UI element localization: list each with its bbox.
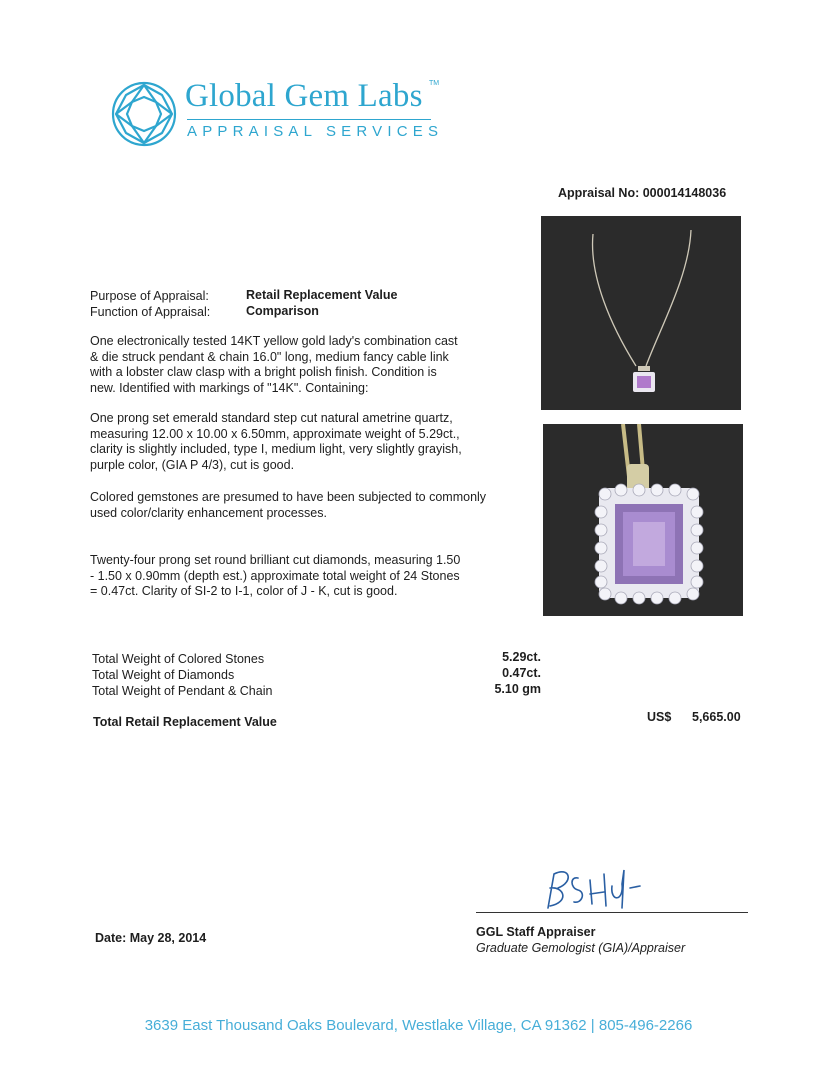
- signature-line: [476, 912, 748, 913]
- appraiser-title: GGL Staff Appraiser: [476, 925, 596, 939]
- appraisal-number: Appraisal No: 000014148036: [558, 186, 727, 200]
- text-line: new. Identified with markings of "14K". Containing:: [90, 380, 369, 395]
- pendant-closeup-photo: [543, 424, 743, 616]
- brand-divider: [187, 119, 431, 120]
- gemstone-description: [90, 411, 462, 473]
- text-line: - 1.50 x 0.90mm (depth est.) approximate total weight of 24 Stones: [90, 568, 460, 583]
- text-line: One electronically tested 14KT yellow gold lady's combination cast: [90, 334, 458, 348]
- item-description: [90, 334, 458, 396]
- total-value-amount: 5,665.00: [692, 710, 741, 724]
- appraiser-credential: Graduate Gemologist (GIA)/Appraiser: [476, 941, 686, 955]
- function-label: Function of Appraisal:: [90, 305, 211, 319]
- trademark: TM: [429, 80, 440, 87]
- brand-subtitle: APPRAISAL SERVICES: [187, 123, 444, 140]
- appraiser-signature: [540, 856, 650, 914]
- text-line: measuring 12.00 x 10.00 x 6.50mm, approximate weight of 5.29ct.,: [90, 426, 460, 441]
- total-value-label: Total Retail Replacement Value: [93, 715, 277, 729]
- total-pendant-value: 5.10 gm: [494, 682, 541, 696]
- text-line: used color/clarity enhancement processes.: [90, 505, 327, 520]
- text-line: = 0.47ct. Clarity of SI-2 to I-1, color of J - K, cut is good.: [90, 584, 398, 598]
- pendant-chain-photo: [541, 216, 741, 410]
- text-line: purple color, (GIA P 4/3), cut is good.: [90, 457, 295, 472]
- text-line: Twenty-four prong set round brilliant cut diamonds, measuring 1.50: [90, 553, 461, 567]
- purpose-value: Retail Replacement Value: [246, 288, 398, 302]
- footer-address: 3639 East Thousand Oaks Boulevard, Westlake Village, CA 91362 | 805-496-2266: [144, 1017, 693, 1034]
- text-line: One prong set emerald standard step cut natural ametrine quartz,: [90, 411, 453, 425]
- text-line: & die struck pendant & chain 16.0" long, medium fancy cable link: [90, 349, 449, 364]
- brand-name: Global Gem Labs: [185, 78, 423, 114]
- text-line: clarity is slightly included, type I, medium light, very slightly grayish,: [90, 442, 462, 456]
- total-value-currency: US$: [647, 710, 672, 724]
- total-colored-stones-value: 5.29ct.: [502, 650, 541, 664]
- total-pendant-label: Total Weight of Pendant & Chain: [92, 684, 273, 698]
- total-diamonds-value: 0.47ct.: [502, 666, 541, 680]
- total-diamonds-label: Total Weight of Diamonds: [92, 668, 235, 682]
- purpose-label: Purpose of Appraisal:: [90, 289, 209, 303]
- text-line: Colored gemstones are presumed to have been subjected to commonly: [90, 490, 487, 504]
- function-value: Comparison: [246, 304, 319, 318]
- appraisal-date: Date: May 28, 2014: [95, 931, 207, 945]
- diamond-description: [90, 553, 460, 600]
- total-colored-stones-label: Total Weight of Colored Stones: [92, 652, 265, 666]
- treatment-note: [90, 490, 486, 521]
- text-line: with a lobster claw clasp with a bright polish finish. Condition is: [90, 365, 437, 379]
- diamond-icon: [110, 80, 178, 148]
